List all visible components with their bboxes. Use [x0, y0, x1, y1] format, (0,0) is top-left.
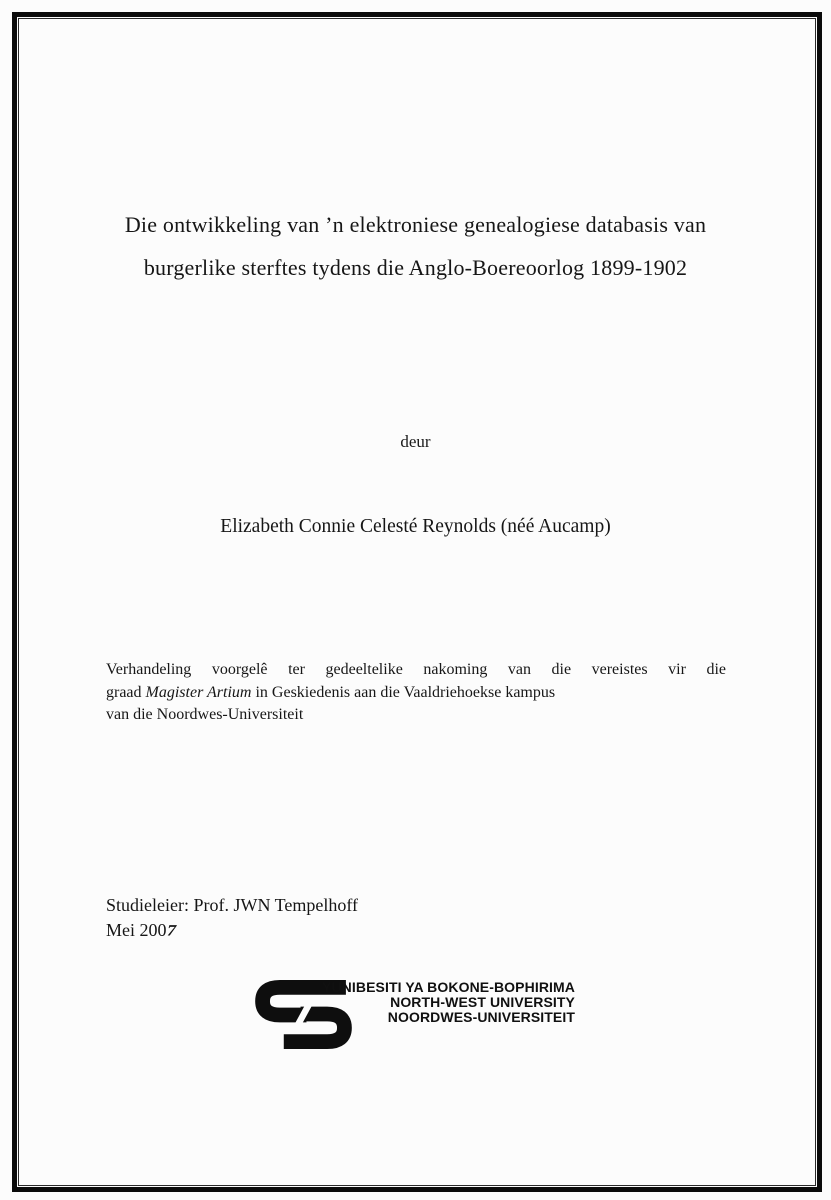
degree-name: Magister Artium — [145, 683, 252, 701]
submission-date-digit: 7 — [164, 920, 178, 939]
supervisor-line: Studieleier: Prof. JWN Tempelhoff — [106, 895, 359, 915]
author-name: Elizabeth Connie Celesté Reynolds (néé Aucamp) — [220, 516, 611, 537]
declaration-line-3: van die Noordwes-Universiteit — [106, 706, 304, 723]
logo-text-english: NORTH-WEST UNIVERSITY — [390, 994, 575, 1010]
declaration-paragraph — [106, 659, 726, 727]
university-logo-text — [320, 980, 575, 1025]
thesis-title-line-1: Die ontwikkeling van ’n elektroniese genealogiese databasis van — [124, 212, 707, 237]
byline-label: deur — [400, 432, 431, 451]
logo-text-setswana: YUNIBESITI YA BOKONE-BOPHIRIMA — [322, 979, 575, 995]
logo-text-afrikaans: NOORDWES-UNIVERSITEIT — [387, 1009, 575, 1025]
declaration-line-2-prefix: graad — [106, 683, 146, 701]
submission-date — [106, 918, 358, 943]
university-logo — [254, 977, 584, 1053]
thesis-title-line-2: burgerlike sterftes tydens die Anglo-Boereoorlog 1899-1902 — [143, 255, 688, 280]
declaration-line-1: Verhandeling voorgelê ter gedeeltelike nakoming van die vereistes vir die — [106, 661, 726, 678]
declaration-line-2-suffix: in Geskiedenis aan die Vaaldriehoekse kampus — [251, 683, 556, 701]
submission-date-prefix: Mei 200 — [106, 919, 167, 940]
thesis-title — [0, 203, 831, 289]
supervisor-block — [106, 893, 358, 942]
declaration-line-2 — [106, 682, 726, 705]
